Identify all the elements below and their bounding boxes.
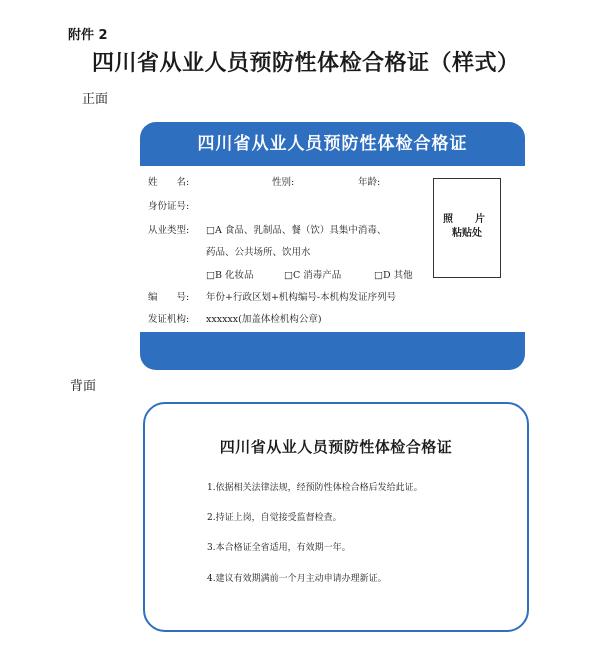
front-card	[140, 122, 525, 370]
issuer-value: xxxxxx(加盖体检机构公章)	[206, 314, 322, 325]
back-card-title: 四川省从业人员预防性体检合格证	[219, 438, 453, 456]
type-option-b: □B 化妆品	[206, 270, 254, 281]
name-label: 姓 名:	[148, 177, 190, 188]
photo-label-line1: 照 片	[443, 214, 491, 225]
age-label: 年龄:	[358, 177, 381, 188]
rule-item: 4.建议有效期满前一个月主动申请办理新证。	[207, 574, 387, 584]
rule-item: 3.本合格证全省适用，有效期一年。	[207, 543, 351, 553]
front-card-title: 四川省从业人员预防性体检合格证	[197, 134, 468, 154]
front-card-body	[140, 166, 525, 332]
type-option-a-line2: 药品、公共场所、饮用水	[206, 247, 311, 258]
rule-item: 1.依据相关法律法规，经预防性体检合格后发给此证。	[207, 483, 423, 493]
gender-label: 性别:	[272, 177, 295, 188]
type-option-a-line1: □A 食品、乳制品、餐（饮）具集中消毒、	[206, 225, 387, 236]
attachment-label: 附件 2	[68, 28, 108, 43]
id-label: 身份证号:	[148, 201, 190, 212]
type-option-c: □C 消毒产品	[284, 270, 342, 281]
issuer-label: 发证机构:	[148, 314, 190, 325]
rule-item: 2.持证上岗，自觉接受监督检查。	[207, 513, 342, 523]
back-section-label: 背面	[70, 379, 97, 394]
front-section-label: 正面	[82, 92, 109, 107]
name-row	[148, 174, 189, 188]
photo-label-line2: 粘贴处	[452, 228, 482, 239]
photo-placeholder	[433, 178, 501, 278]
type-option-d: □D 其他	[374, 270, 413, 281]
back-card	[143, 402, 529, 632]
document-title: 四川省从业人员预防性体检合格证（样式）	[92, 50, 520, 76]
type-label: 从业类型:	[148, 225, 190, 236]
number-value: 年份+行政区划+机构编号-本机构发证序列号	[206, 292, 397, 303]
number-label: 编 号:	[148, 292, 190, 303]
